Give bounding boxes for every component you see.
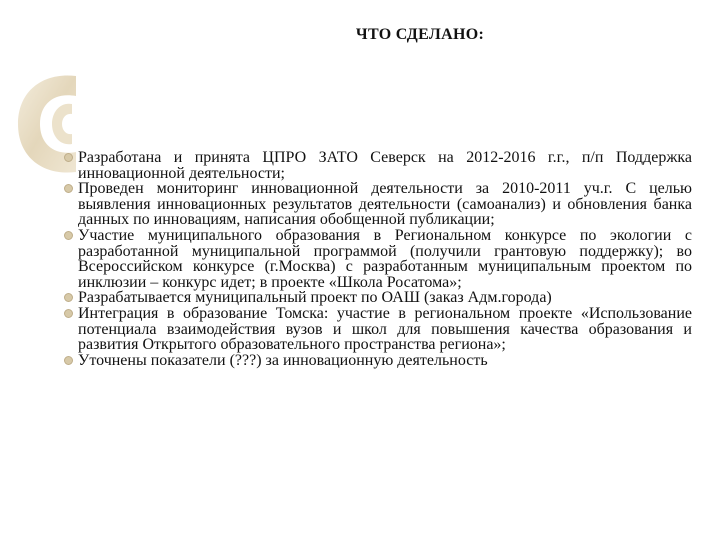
bullet-text: Интеграция в образование Томска: участие в региональном проекте «Использование потенциала взаимодействия вузов и школ для повышения качества образования и развития Открытого образовательного пространства региона»;: [78, 304, 692, 354]
bullet-item: [78, 290, 692, 306]
bullet-text: Уточнены показатели (???) за инновационную деятельность: [78, 351, 488, 369]
bullet-marker-icon: [64, 356, 73, 365]
bullet-item: [78, 353, 692, 369]
bullet-item: [78, 181, 692, 228]
bullet-text: Проведен мониторинг инновационной деятельности за 2010-2011 уч.г. С целью выявления инновационных результатов деятельности (самоанализ) и обновления банка данных по инновациям, написания обобщенной публикации;: [78, 180, 692, 229]
bullet-marker-icon: [64, 309, 73, 318]
bullet-marker-icon: [64, 293, 73, 302]
bullet-text: Участие муниципального образования в Региональном конкурсе по экологии с разработанной муниципальной программой (получили грантовую поддержку); во Всероссийском конкурсе (г.Москва) с разработанным муниципальным проектом по инклюзии – конкурс идет; в проекте «Школа Росатома»;: [78, 226, 692, 291]
slide-title: ЧТО СДЕЛАНО:: [355, 26, 485, 43]
bullet-marker-icon: [64, 184, 73, 193]
bullet-text: Разработана и принята ЦПРО ЗАТО Северск на 2012-2016 г.г., п/п Поддержка инновационной деятельности;: [78, 149, 692, 182]
bullet-item: [78, 306, 692, 353]
bullet-item: [78, 228, 692, 290]
bullet-marker-icon: [64, 153, 73, 162]
bullet-list: [78, 150, 692, 368]
bullet-item: [78, 150, 692, 181]
bullet-marker-icon: [64, 231, 73, 240]
bullet-text: Разрабатывается муниципальный проект по ОАШ (заказ Адм.города): [78, 289, 552, 307]
decorative-c-shape: [14, 68, 84, 180]
